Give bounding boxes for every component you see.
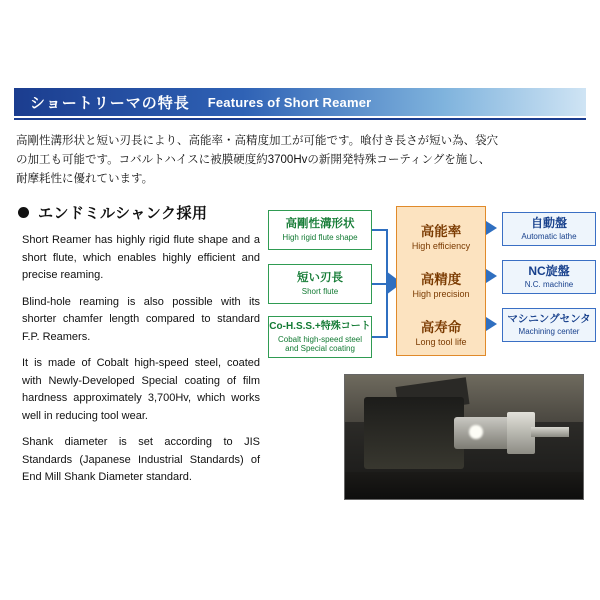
feature-box-coating-en-line1: Cobalt high-speed steel <box>277 334 363 344</box>
feature-box-rigid-flute-en: High rigid flute shape <box>282 233 358 243</box>
feature-box-short-flute-en: Short flute <box>301 287 339 297</box>
machine-photo <box>344 374 584 500</box>
feature-box-short-flute <box>268 264 372 304</box>
english-paragraph-3: It is made of Cobalt high-speed steel, coated with Newly-Developed Special coating of film hardness approximately 3,700Hv, which works well in reducing tool wear. <box>22 357 260 422</box>
application-box-machining-center-jp: マシニングセンタ <box>507 313 591 326</box>
header-title-english: Features of Short Reamer <box>207 94 372 110</box>
application-box-machining-center-en: Machining center <box>518 327 580 337</box>
photo-machine-body <box>364 397 464 469</box>
intro-line-3: 耐摩耗性に優れています。 <box>16 173 154 185</box>
photo-tool <box>531 427 569 437</box>
intro-line-2: の加工も可能です。コバルトハイスに被膜硬度約3700Hvの新開発特殊コーティングを施し、 <box>16 154 491 166</box>
english-paragraph-4: Shank diameter is set according to JIS Standards (Japanese Industrial Standards) of End Mill Shank Diameter standard. <box>22 436 260 483</box>
application-box-nc-machine-jp: NC旋盤 <box>528 263 570 278</box>
feature-box-coating-jp: Co-H.S.S.+特殊コート <box>269 321 371 333</box>
benefit-high-precision <box>396 268 486 299</box>
feature-box-coating <box>268 316 372 358</box>
header-title-japanese: ショートリーマの特長 <box>30 94 190 112</box>
feature-box-coating-en-line2: and Special coating <box>285 343 355 353</box>
application-box-nc-machine <box>502 260 596 294</box>
photo-shadow <box>345 472 583 499</box>
benefit-high-precision-jp: 高精度 <box>420 272 462 287</box>
intro-paragraph <box>16 132 584 189</box>
english-paragraph-1: Short Reamer has highly rigid flute shape and a short flute, which enables highly efficient and precise reaming. <box>22 234 260 281</box>
benefit-high-efficiency <box>396 220 486 251</box>
section-header-banner <box>14 88 586 116</box>
application-box-automatic-lathe-en: Automatic lathe <box>521 232 577 242</box>
application-box-machining-center <box>502 308 596 342</box>
subsection-heading <box>18 202 208 223</box>
application-box-automatic-lathe-jp: 自動盤 <box>530 215 567 230</box>
features-benefits-diagram <box>268 206 591 366</box>
english-paragraph-2: Blind-hole reaming is also possible with its shorter chamfer length compared to standard F.P. Reamers. <box>22 295 260 343</box>
arrow-to-application-2-icon <box>486 269 497 283</box>
benefit-high-precision-en: High precision <box>412 289 470 299</box>
feature-box-rigid-flute-jp: 高剛性溝形状 <box>285 217 355 230</box>
intro-line-1: 高剛性溝形状と短い刃長により、高能率・高精度加工が可能です。喰付き長さが短い為、袋穴 <box>16 135 499 147</box>
arrow-to-application-1-icon <box>486 221 497 235</box>
feature-box-short-flute-jp: 短い刃長 <box>297 271 343 284</box>
benefit-long-tool-life-jp: 高寿命 <box>420 320 462 335</box>
bullet-dot-icon <box>18 207 29 218</box>
benefit-high-efficiency-en: High efficiency <box>411 241 471 251</box>
header-underline <box>14 118 586 120</box>
subsection-heading-label: エンドミルシャンク採用 <box>38 205 208 222</box>
english-description <box>22 232 260 487</box>
application-box-nc-machine-en: N.C. machine <box>524 280 574 290</box>
benefit-long-tool-life-en: Long tool life <box>415 337 467 347</box>
application-box-automatic-lathe <box>502 212 596 246</box>
benefit-long-tool-life <box>396 316 486 347</box>
benefit-high-efficiency-jp: 高能率 <box>420 224 462 239</box>
arrow-to-application-3-icon <box>486 317 497 331</box>
feature-box-rigid-flute <box>268 210 372 250</box>
